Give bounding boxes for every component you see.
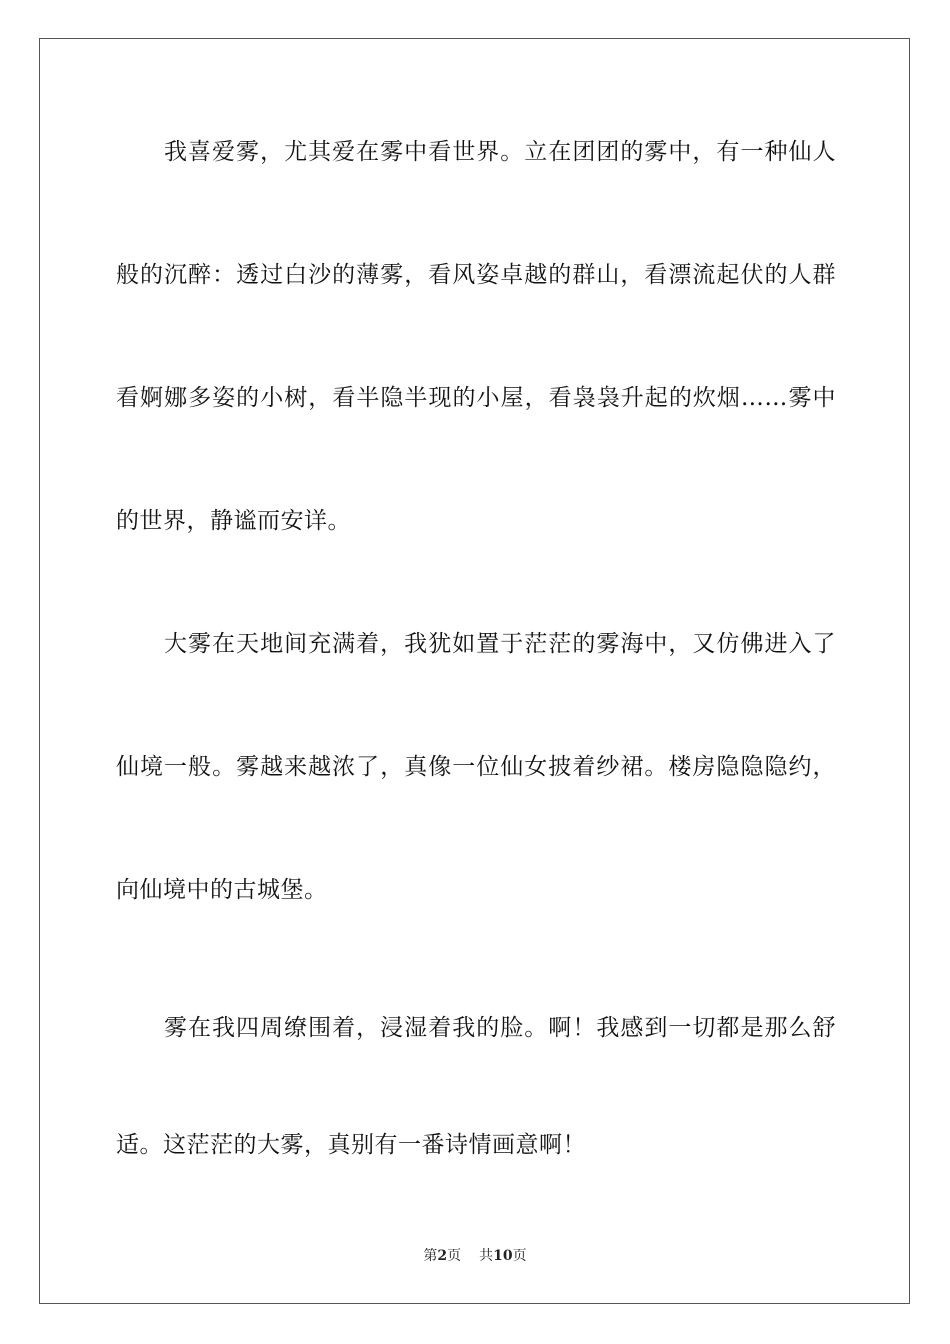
page-border xyxy=(39,38,910,1304)
paragraph-3-line-2: 适。这茫茫的大雾，真别有一番诗情画意啊！ xyxy=(116,1132,586,1158)
page-suffix: 页 xyxy=(447,1248,462,1264)
total-pages: 10 xyxy=(493,1248,513,1264)
paragraph-1-line-2: 般的沉醉：透过白沙的薄雾，看风姿卓越的群山，看漂流起伏的人群 xyxy=(116,262,836,288)
paragraph-1-line-4: 的世界，静谧而安详。 xyxy=(116,508,351,534)
page-number: 2 xyxy=(437,1248,448,1264)
paragraph-1-line-3: 看婀娜多姿的小树，看半隐半现的小屋，看袅袅升起的炊烟……雾中 xyxy=(116,385,836,411)
paragraph-2-line-3: 向仙境中的古城堡。 xyxy=(116,877,328,903)
paragraph-1-line-1: 我喜爱雾，尤其爱在雾中看世界。立在团团的雾中，有一种仙人 xyxy=(164,139,836,165)
total-suffix: 页 xyxy=(512,1248,527,1264)
page-footer xyxy=(0,1246,950,1266)
total-prefix: 共 xyxy=(479,1248,494,1264)
page-prefix: 第 xyxy=(423,1248,438,1264)
paragraph-2-line-2: 仙境一般。雾越来越浓了，真像一位仙女披着纱裙。楼房隐隐隐约， xyxy=(116,754,836,780)
paragraph-2-line-1: 大雾在天地间充满着，我犹如置于茫茫的雾海中，又仿佛进入了 xyxy=(164,631,836,657)
paragraph-3-line-1: 雾在我四周缭围着，浸湿着我的脸。啊！我感到一切都是那么舒 xyxy=(164,1015,836,1041)
